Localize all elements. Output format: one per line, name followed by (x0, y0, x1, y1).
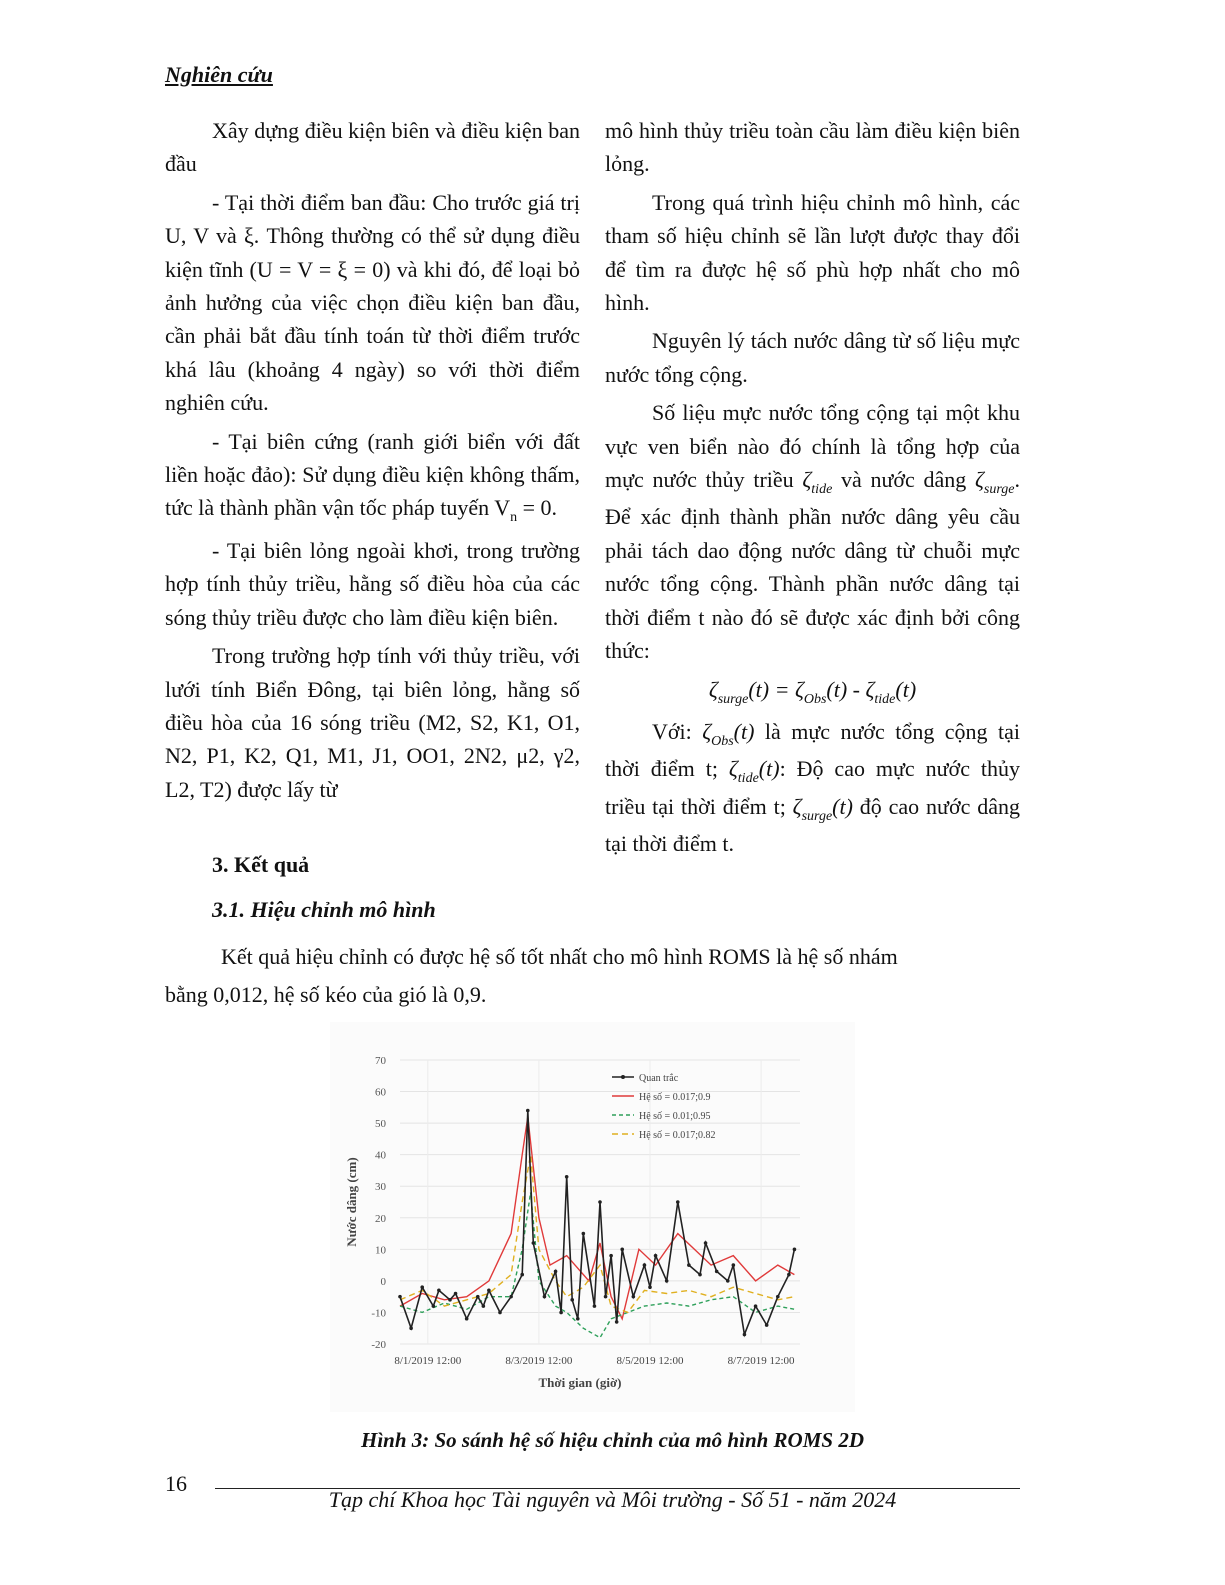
data-point (732, 1263, 736, 1267)
paragraph: Nguyên lý tách nước dâng từ số liệu mực nước tổng cộng. (605, 328, 1020, 387)
left-column (165, 114, 580, 811)
y-tick-label: 20 (375, 1212, 386, 1225)
data-point (620, 1248, 624, 1252)
data-point (543, 1295, 547, 1299)
x-tick-label: 8/3/2019 12:00 (505, 1355, 573, 1367)
data-point (570, 1298, 574, 1302)
legend-label: Hệ số = 0.017;0.82 (639, 1130, 716, 1141)
right-column (605, 114, 1020, 866)
data-point (398, 1295, 402, 1299)
data-point (565, 1175, 569, 1179)
data-point (476, 1295, 480, 1299)
data-point (765, 1323, 769, 1327)
y-tick-label: -20 (371, 1339, 386, 1351)
page-number: 16 (165, 1471, 187, 1496)
data-point (520, 1273, 524, 1277)
series-line (400, 1155, 794, 1313)
paragraph: mô hình thủy triều toàn cầu làm điều kiện biên lỏng. (605, 118, 1020, 177)
paragraph: Số liệu mực nước tổng cộng tại một khu vực ven biển nào đó chính là tổng hợp của mực nước thủy triều $\zeta_{tide}$ và nước dâng $\zeta_{surge}$. Để xác định thành phần nước dâng yêu cầu phải tách dao động nước dâng từ chuỗi mực nước tổng cộng. Thành phần nước dâng tại thời điểm t nào đó sẽ được xác định bởi công thức: (605, 400, 1020, 664)
data-point (532, 1241, 536, 1245)
data-point (498, 1311, 502, 1315)
figure-caption: Hình 3: So sánh hệ số hiệu chỉnh của mô hình ROMS 2D (360, 1428, 864, 1452)
data-point (598, 1200, 602, 1204)
x-axis-label: Thời gian (giờ) (538, 1375, 622, 1390)
data-point (743, 1333, 747, 1337)
data-point (615, 1320, 619, 1324)
data-point (526, 1109, 530, 1113)
legend-label: Hệ số = 0.01;0.95 (639, 1111, 711, 1122)
formula: $\zeta_{surge}(t) = \zeta_{Obs}(t) - \zeta_{tide}(t)$ (708, 676, 917, 707)
paragraph: - Tại biên lỏng ngoài khơi, trong trường hợp tính thủy triều, hằng số điều hòa của các sóng thủy triều được cho làm điều kiện biên. (165, 537, 580, 630)
series-line (400, 1111, 794, 1335)
y-tick-label: 60 (375, 1086, 386, 1099)
data-point (582, 1232, 586, 1236)
result-paragraph: Kết quả hiệu chỉnh có được hệ số tốt nhất cho mô hình ROMS là hệ số nhám bằng 0,012, hệ số kéo của gió là 0,9. (165, 944, 898, 1007)
legend-label: Hệ số = 0.017;0.9 (639, 1092, 711, 1103)
y-tick-label: 0 (380, 1275, 386, 1288)
y-tick-label: -10 (371, 1307, 386, 1320)
section-heading: 3. Kết quả (212, 852, 310, 877)
data-point (559, 1311, 563, 1315)
data-point (509, 1295, 513, 1299)
y-tick-label: 50 (375, 1118, 386, 1131)
paragraph: Trong quá trình hiệu chỉnh mô hình, các tham số hiệu chỉnh sẽ lần lượt được thay đổi để tìm ra được hệ số phù hợp nhất cho mô hình. (605, 189, 1020, 316)
paragraph: Trong trường hợp tính với thủy triều, với lưới tính Biển Đông, tại biên lỏng, hằng số điều hòa của 16 sóng triều (M2, S2, K1, O1, N2, P1, K2, Q1, M1, J1, OO1, 2N2, μ2, γ2, L2, T2) được lấy từ (165, 643, 580, 802)
data-point (420, 1285, 424, 1289)
data-point (465, 1317, 469, 1321)
data-point (632, 1295, 636, 1299)
data-point (654, 1254, 658, 1258)
data-point (576, 1317, 580, 1321)
paragraph: - Tại thời điểm ban đầu: Cho trước giá trị U, V và ξ. Thông thường có thể sử dụng điều kiện tĩnh (U = V = ξ = 0) và khi đó, để loại bỏ ảnh hưởng của việc chọn điều kiện ban đầu, cần phải bắt đầu tính toán từ thời điểm trước khá lâu (khoảng 4 ngày) so với thời điểm nghiên cứu. (165, 189, 580, 416)
data-point (698, 1273, 702, 1277)
data-point (482, 1304, 486, 1308)
paragraph: Xây dựng điều kiện biên và điều kiện ban đầu (165, 118, 580, 177)
data-point (554, 1270, 558, 1274)
data-point (437, 1289, 441, 1293)
figure (330, 1022, 855, 1412)
y-tick-label: 10 (375, 1244, 386, 1257)
legend-marker (621, 1075, 625, 1079)
data-point (409, 1326, 413, 1330)
storm-surge-chart (330, 1022, 855, 1412)
data-point (609, 1254, 613, 1258)
paragraph: Với: $\zeta_{Obs}(t)$ là mực nước tổng cộng tại thời điểm t; $\zeta_{tide}(t)$: Độ cao mực nước thủy triều tại thời điểm t; $\zeta_{surge}(t)$ độ cao nước dâng tại thời điểm t. (605, 718, 1021, 857)
paragraph: - Tại biên cứng (ranh giới biển với đất liền hoặc đảo): Sử dụng điều kiện không thấm, tức là thành phần vận tốc pháp tuyến $V_n = 0$. (165, 428, 580, 526)
data-point (487, 1289, 491, 1293)
data-point (432, 1304, 436, 1308)
data-point (754, 1304, 758, 1308)
y-tick-label: 70 (375, 1055, 386, 1067)
journal-title: Tạp chí Khoa học Tài nguyên và Môi trường - Số 51 - năm 2024 (328, 1487, 897, 1512)
data-point (787, 1273, 791, 1277)
data-point (643, 1263, 647, 1267)
data-point (448, 1298, 452, 1302)
x-tick-label: 8/1/2019 12:00 (394, 1355, 462, 1367)
data-point (665, 1279, 669, 1283)
x-tick-label: 8/5/2019 12:00 (616, 1355, 684, 1367)
data-point (715, 1270, 719, 1274)
data-point (704, 1241, 708, 1245)
data-point (604, 1295, 608, 1299)
y-axis-label: Nước dâng (cm) (344, 1157, 359, 1247)
subsection-heading: 3.1. Hiệu chỉnh mô hình (212, 897, 436, 922)
data-point (776, 1295, 780, 1299)
y-tick-label: 30 (375, 1181, 386, 1194)
data-point (726, 1279, 730, 1283)
data-point (454, 1292, 458, 1296)
data-point (676, 1200, 680, 1204)
data-point (793, 1248, 797, 1252)
y-tick-label: 40 (375, 1149, 386, 1162)
section-header: Nghiên cứu (165, 62, 273, 87)
legend-label: Quan trắc (639, 1073, 679, 1084)
data-point (687, 1263, 691, 1267)
x-tick-label: 8/7/2019 12:00 (727, 1355, 795, 1367)
data-point (648, 1285, 652, 1289)
data-point (593, 1304, 597, 1308)
